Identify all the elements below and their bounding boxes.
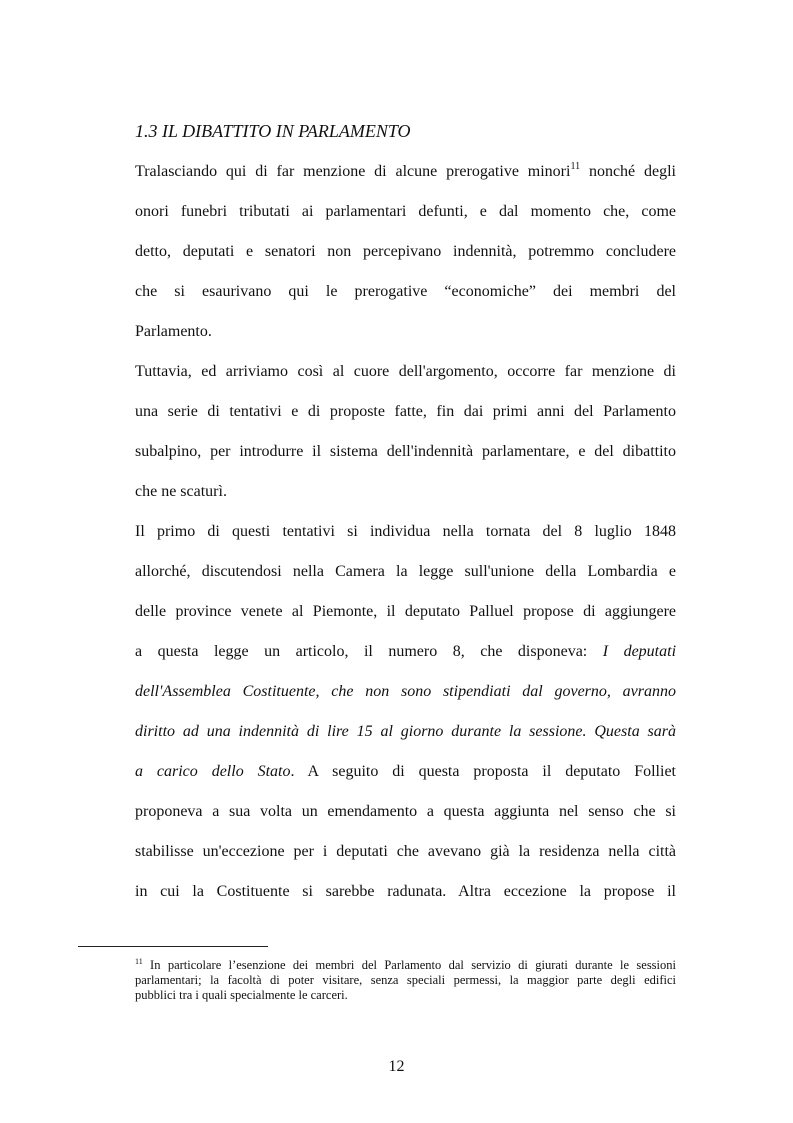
body-text: nonché degli xyxy=(580,163,676,180)
footnote-number: 11 xyxy=(135,957,143,966)
quote-line: diritto ad una indennità di lire 15 al giorno durante la sessione. Questa sarà xyxy=(135,723,676,740)
body-line: una serie di tentativi e di proposte fatte, fin dai primi anni del Parlamento xyxy=(135,403,676,420)
quote-text: a carico dello Stato xyxy=(135,763,291,780)
body-line: che ne scaturì. xyxy=(135,483,227,500)
quote-text: I deputati xyxy=(602,643,677,660)
body-line: Parlamento. xyxy=(135,323,212,340)
body-line: onori funebri tributati ai parlamentari defunti, e dal momento che, come xyxy=(135,203,676,220)
body-line: subalpino, per introdurre il sistema dell'indennità parlamentare, e del dibattito xyxy=(135,443,676,460)
footnote-separator xyxy=(78,946,268,947)
body-line: Tuttavia, ed arriviamo così al cuore dell'argomento, occorre far menzione di xyxy=(135,363,676,380)
body-line: che si esaurivano qui le prerogative “economiche” dei membri del xyxy=(135,283,676,300)
section-heading: 1.3 IL DIBATTITO IN PARLAMENTO xyxy=(135,121,411,141)
body-line: in cui la Costituente si sarebbe radunata. Altra eccezione la propose il xyxy=(135,883,676,900)
body-text: a questa legge un articolo, il numero 8, che disponeva: xyxy=(135,643,603,660)
body-line xyxy=(135,642,676,662)
body-line: delle province venete al Piemonte, il deputato Palluel propose di aggiungere xyxy=(135,603,676,620)
body-text: Tralasciando qui di far menzione di alcune prerogative minori xyxy=(135,163,571,180)
footnote-text: In particolare l’esenzione dei membri del Parlamento dal servizio di giurati durante le sessioni xyxy=(142,958,676,972)
body-line xyxy=(135,762,676,782)
footnote-line xyxy=(135,958,676,973)
quote-line: dell'Assemblea Costituente, che non sono stipendiati dal governo, avranno xyxy=(135,683,676,700)
page-number: 12 xyxy=(388,1058,405,1075)
body-line xyxy=(135,162,676,182)
body-line: Il primo di questi tentativi si individua nella tornata del 8 luglio 1848 xyxy=(135,523,676,540)
body-line: detto, deputati e senatori non percepivano indennità, potremmo concludere xyxy=(135,243,676,260)
body-text: . A seguito di questa proposta il deputato Folliet xyxy=(290,763,676,780)
body-line: allorché, discutendosi nella Camera la legge sull'unione della Lombardia e xyxy=(135,563,676,580)
body-line: proponeva a sua volta un emendamento a questa aggiunta nel senso che si xyxy=(135,803,676,820)
footnote-line: parlamentari; la facoltà di poter visitare, senza speciali permessi, la maggior parte degli edifici xyxy=(135,973,676,987)
footnote-line: pubblici tra i quali specialmente le carceri. xyxy=(135,988,348,1002)
footnote-ref: 11 xyxy=(570,161,581,172)
body-line: stabilisse un'eccezione per i deputati che avevano già la residenza nella città xyxy=(135,843,676,860)
